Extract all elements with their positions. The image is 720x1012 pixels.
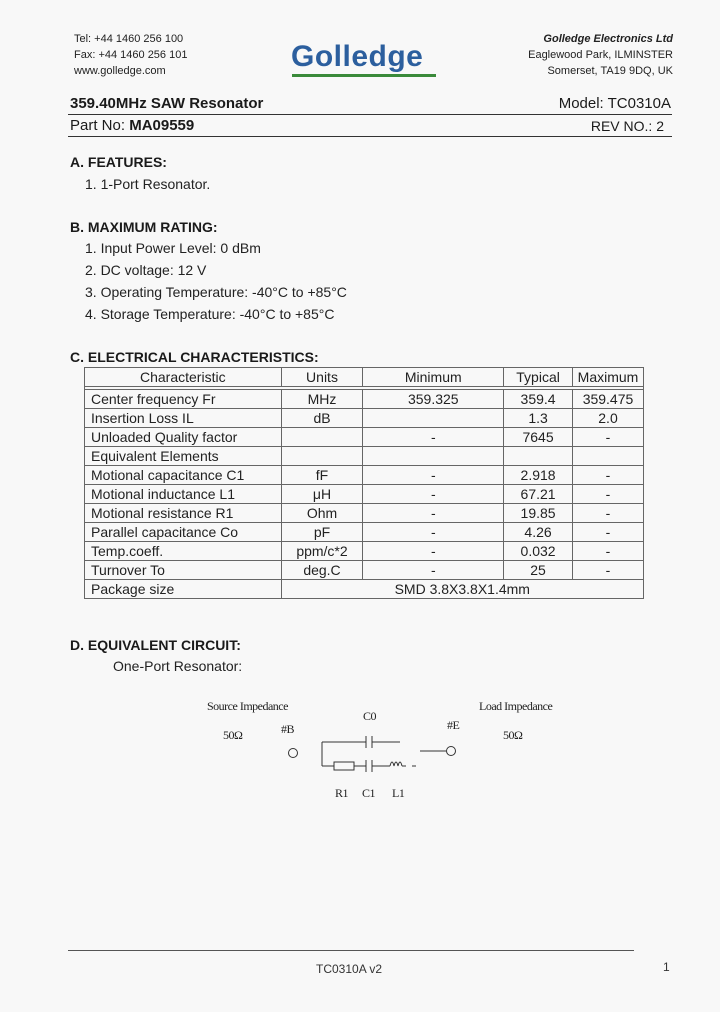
cell-typ: 0.032 (504, 542, 573, 561)
cell-max: - (573, 504, 644, 523)
table-row (85, 523, 644, 542)
cell-package: SMD 3.8X3.8X1.4mm (281, 580, 643, 599)
part-number-line (70, 117, 194, 134)
electrical-table (84, 367, 644, 599)
logo-underline (292, 74, 436, 77)
cell-characteristic: Parallel capacitance Co (85, 523, 282, 542)
cell-min: - (363, 523, 504, 542)
cell-max: - (573, 466, 644, 485)
website-link[interactable]: www.golledge.com (74, 65, 166, 77)
c0-label: C0 (363, 709, 377, 723)
fax-text: Fax: +44 1460 256 101 (74, 49, 188, 61)
company-logo: Golledge (291, 40, 424, 73)
left-node-label: #B (281, 722, 295, 736)
rating-item: 1. Input Power Level: 0 dBm (85, 240, 261, 256)
footer-divider (68, 950, 634, 951)
cell-typ: 1.3 (504, 409, 573, 428)
cell-min: - (363, 485, 504, 504)
table-row (85, 485, 644, 504)
cell-characteristic: Turnover To (85, 561, 282, 580)
part-number: MA09559 (129, 117, 195, 134)
title-divider-bottom (68, 136, 672, 137)
features-heading: A. FEATURES: (70, 154, 167, 170)
source-impedance-value: 50Ω (223, 728, 243, 742)
cell-max: - (573, 542, 644, 561)
equivalent-circuit-diagram (280, 730, 480, 790)
cell-units (281, 428, 363, 447)
load-impedance-label: Load Impedance (479, 699, 553, 713)
cell-max (573, 447, 644, 466)
cell-typ: 7645 (504, 428, 573, 447)
product-title: 359.40MHz SAW Resonator (70, 95, 264, 112)
cell-min (363, 409, 504, 428)
cell-max: - (573, 428, 644, 447)
circuit-subtitle: One-Port Resonator: (113, 658, 243, 674)
cell-characteristic: Unloaded Quality factor (85, 428, 282, 447)
table-row (85, 561, 644, 580)
cell-characteristic: Motional inductance L1 (85, 485, 282, 504)
part-prefix: Part No: (70, 117, 126, 134)
cell-typ: 359.4 (504, 390, 573, 409)
cell-min: - (363, 466, 504, 485)
contact-info (74, 31, 187, 79)
model-number: Model: TC0310A (558, 95, 671, 112)
company-address (528, 31, 673, 79)
cell-units: deg.C (281, 561, 363, 580)
cell-units: dB (281, 409, 363, 428)
revision-number: REV NO.: 2 (590, 118, 664, 134)
cell-units: fF (281, 466, 363, 485)
col-header: Minimum (363, 368, 504, 387)
cell-units: pF (281, 523, 363, 542)
l1-label: L1 (392, 786, 405, 800)
cell-units: ppm/c*2 (281, 542, 363, 561)
cell-typ (504, 447, 573, 466)
address-line-2: Somerset, TA19 9DQ, UK (547, 65, 673, 77)
max-rating-heading: B. MAXIMUM RATING: (70, 219, 218, 235)
cell-characteristic: Package size (85, 580, 282, 599)
cell-characteristic: Motional resistance R1 (85, 504, 282, 523)
page-number: 1 (663, 960, 670, 974)
col-header: Typical (504, 368, 573, 387)
cell-max: - (573, 561, 644, 580)
c0-capacitor (322, 736, 400, 748)
cell-max: - (573, 523, 644, 542)
title-divider (68, 114, 672, 115)
feature-item: 1. 1-Port Resonator. (85, 176, 211, 192)
r1-label: R1 (335, 786, 349, 800)
left-terminal (289, 749, 298, 758)
cell-characteristic: Temp.coeff. (85, 542, 282, 561)
cell-units: μH (281, 485, 363, 504)
table-row (85, 447, 644, 466)
right-terminal (447, 747, 456, 756)
col-header: Units (281, 368, 363, 387)
company-name: Golledge Electronics Ltd (543, 33, 673, 45)
cell-min (363, 447, 504, 466)
phone-text: Tel: +44 1460 256 100 (74, 33, 184, 45)
c1-capacitor (366, 760, 390, 772)
rating-item: 2. DC voltage: 12 V (85, 262, 207, 278)
cell-characteristic: Motional capacitance C1 (85, 466, 282, 485)
cell-units: MHz (281, 390, 363, 409)
rating-item: 3. Operating Temperature: -40°C to +85°C (85, 284, 347, 300)
table-row (85, 542, 644, 561)
rating-item: 4. Storage Temperature: -40°C to +85°C (85, 306, 335, 322)
cell-typ: 67.21 (504, 485, 573, 504)
r1-resistor (322, 762, 366, 770)
source-impedance-label: Source Impedance (207, 699, 288, 713)
load-impedance-value: 50Ω (503, 728, 523, 742)
cell-min: - (363, 561, 504, 580)
l1-inductor (390, 762, 416, 766)
c1-label: C1 (362, 786, 376, 800)
table-row (85, 428, 644, 447)
cell-typ: 2.918 (504, 466, 573, 485)
cell-min: - (363, 428, 504, 447)
cell-min: - (363, 542, 504, 561)
cell-units: Ohm (281, 504, 363, 523)
table-row (85, 409, 644, 428)
cell-characteristic: Insertion Loss IL (85, 409, 282, 428)
cell-max: 2.0 (573, 409, 644, 428)
table-row (85, 466, 644, 485)
cell-typ: 4.26 (504, 523, 573, 542)
right-node-label: #E (447, 718, 460, 732)
cell-min: 359.325 (363, 390, 504, 409)
col-header: Characteristic (85, 368, 282, 387)
table-row (85, 504, 644, 523)
footer-doc-id: TC0310A v2 (316, 962, 383, 976)
cell-characteristic: Equivalent Elements (85, 447, 282, 466)
col-header: Maximum (573, 368, 644, 387)
cell-units (281, 447, 363, 466)
cell-characteristic: Center frequency Fr (85, 390, 282, 409)
cell-typ: 25 (504, 561, 573, 580)
circuit-heading: D. EQUIVALENT CIRCUIT: (70, 637, 241, 653)
cell-max: 359.475 (573, 390, 644, 409)
cell-max: - (573, 485, 644, 504)
cell-min: - (363, 504, 504, 523)
cell-typ: 19.85 (504, 504, 573, 523)
electrical-heading: C. ELECTRICAL CHARACTERISTICS: (70, 349, 319, 365)
table-header-row (85, 368, 644, 387)
table-row (85, 580, 644, 599)
table-row (85, 390, 644, 409)
address-line-1: Eaglewood Park, ILMINSTER (528, 49, 673, 61)
